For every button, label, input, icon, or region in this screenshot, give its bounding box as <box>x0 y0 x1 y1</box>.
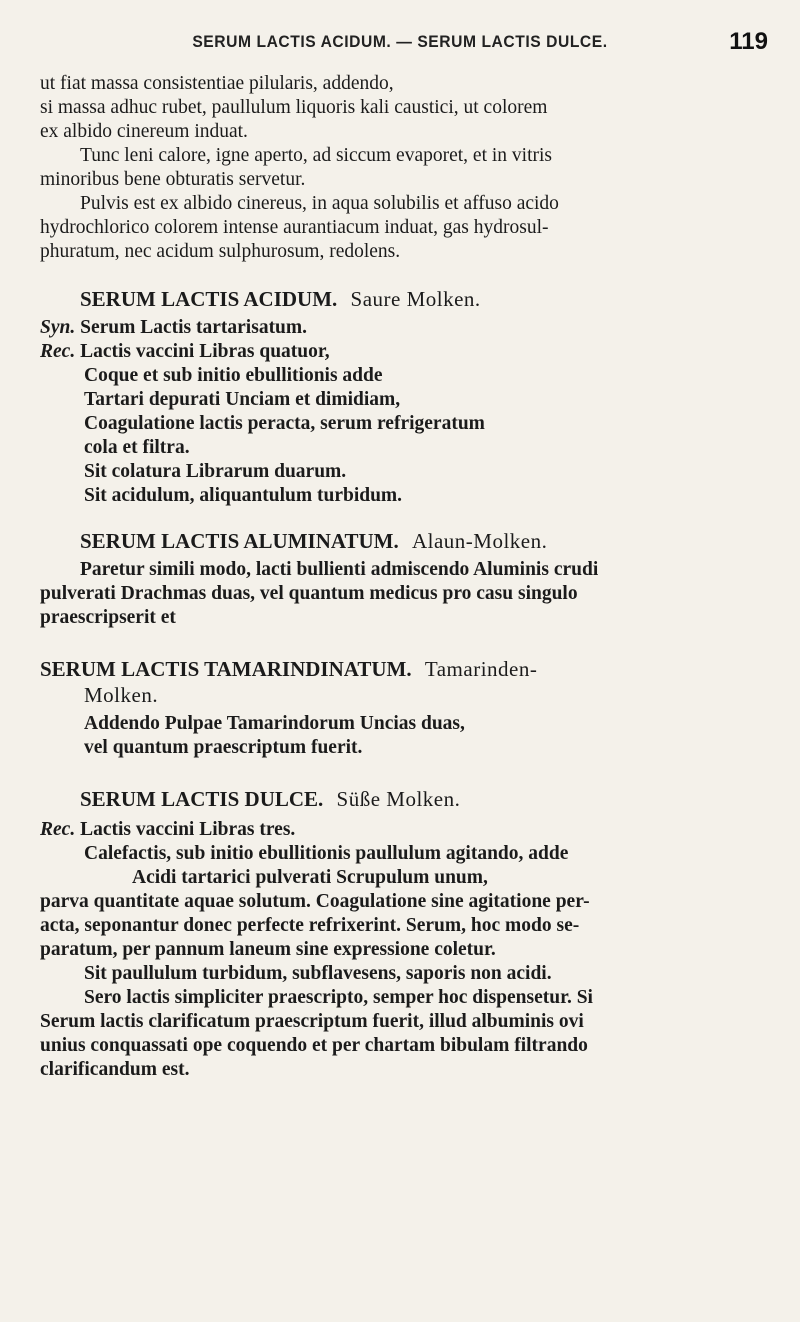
section-german-title: Alaun-Molken. <box>411 529 548 553</box>
text-line: acta, seponantur donec perfecte refrixerint. Serum, hoc modo se- <box>40 915 580 936</box>
section-title: SERUM LACTIS DULCE. <box>80 787 324 811</box>
syn-label: Syn. <box>40 317 76 338</box>
rec-text: Lactis vaccini Libras quatuor, <box>80 341 330 362</box>
text-line: vel quantum praescriptum fuerit. <box>84 737 363 758</box>
text-line: Sero lactis simpliciter praescripto, semper hoc dispensetur. Si <box>84 987 593 1008</box>
text-line: Sit colatura Librarum duarum. <box>84 461 347 482</box>
text-line: hydrochlorico colorem intense aurantiacum induat, gas hydrosul- <box>40 217 549 238</box>
text-line: ut fiat massa consistentiae pilularis, addendo, <box>40 73 394 94</box>
text-line: Addendo Pulpae Tamarindorum Uncias duas, <box>84 713 465 734</box>
text-line: Sit paullulum turbidum, subflavesens, saporis non acidi. <box>84 963 552 984</box>
section-german-title: Tamarinden- <box>424 657 538 681</box>
text-line: unius conquassati ope coquendo et per chartam bibulam filtrando <box>40 1035 588 1056</box>
text-line: clarificandum est. <box>40 1059 190 1080</box>
text-line: Coque et sub initio ebullitionis adde <box>84 365 383 386</box>
section-german-title: Saure Molken. <box>350 287 481 311</box>
section-german-title-cont: Molken. <box>84 683 159 707</box>
rec-label: Rec. <box>40 341 76 362</box>
text-line: Coagulatione lactis peracta, serum refrigeratum <box>84 413 485 434</box>
section-heading <box>40 528 770 554</box>
text-line: Serum lactis clarificatum praescriptum fuerit, illud albuminis ovi <box>40 1011 584 1032</box>
section-heading <box>40 786 770 812</box>
text-line: paratum, per pannum laneum sine expressione coletur. <box>40 939 496 960</box>
running-title: SERUM LACTIS ACIDUM. — SERUM LACTIS DULCE. <box>192 32 608 51</box>
section-heading <box>40 286 770 312</box>
text-line: Acidi tartarici pulverati Scrupulum unum, <box>132 867 488 888</box>
text-line: Paretur simili modo, lacti bullienti admiscendo Aluminis crudi <box>80 559 599 580</box>
text-line: Calefactis, sub initio ebullitionis paullulum agitando, adde <box>84 843 569 864</box>
recipe-line <box>40 340 770 364</box>
page-number: 119 <box>729 28 768 55</box>
recipe-line <box>40 818 770 842</box>
rec-label: Rec. <box>40 819 76 840</box>
synonym-line <box>40 316 770 340</box>
section-german-title: Süße Molken. <box>336 787 461 811</box>
section-title: SERUM LACTIS ALUMINATUM. <box>80 529 399 553</box>
page-body <box>40 72 770 1082</box>
text-line: ex albido cinereum induat. <box>40 121 248 142</box>
section-title: SERUM LACTIS TAMARINDINATUM. <box>40 657 412 681</box>
text-line: Pulvis est ex albido cinereus, in aqua solubilis et affuso acido <box>80 193 559 214</box>
text-line: si massa adhuc rubet, paullulum liquoris kali caustici, ut colorem <box>40 97 548 118</box>
section-german-continuation <box>40 682 770 708</box>
rec-text: Lactis vaccini Libras tres. <box>80 819 296 840</box>
text-line: cola et filtra. <box>84 437 190 458</box>
text-line: minoribus bene obturatis servetur. <box>40 169 306 190</box>
page-header <box>0 28 800 62</box>
section-heading <box>40 656 770 682</box>
text-line: pulverati Drachmas duas, vel quantum medicus pro casu singulo <box>40 583 578 604</box>
section-title: SERUM LACTIS ACIDUM. <box>80 287 338 311</box>
syn-text: Serum Lactis tartarisatum. <box>80 317 308 338</box>
text-line: praescripserit et <box>40 607 176 628</box>
text-line: phuratum, nec acidum sulphurosum, redolens. <box>40 241 401 262</box>
text-line: Tunc leni calore, igne aperto, ad siccum evaporet, et in vitris <box>80 145 553 166</box>
text-line: Tartari depurati Unciam et dimidiam, <box>84 389 401 410</box>
text-line: parva quantitate aquae solutum. Coagulatione sine agitatione per- <box>40 891 590 912</box>
text-line: Sit acidulum, aliquantulum turbidum. <box>84 485 403 506</box>
